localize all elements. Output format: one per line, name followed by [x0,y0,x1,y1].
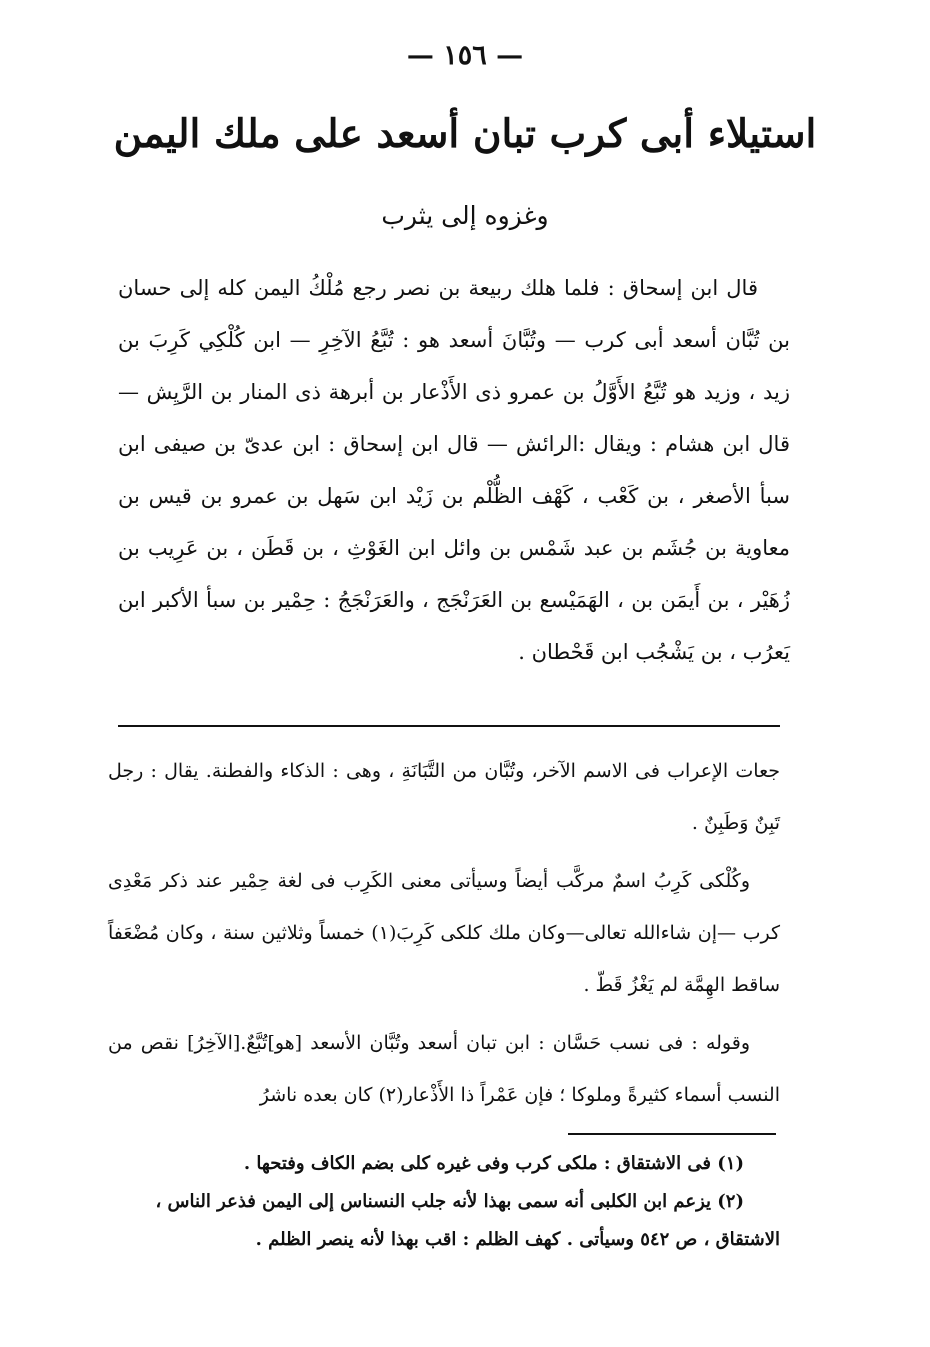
footnote-text: (١) فى الاشتقاق : ملكى كرب وفى غيره كلى بضم الكاف وفتحها . [243,1153,744,1174]
footnote [108,1145,780,1183]
notes-separator-line [118,725,780,727]
footnote [108,1183,780,1259]
footnote-text: (٢) يزعم ابن الكلبى أنه سمى بهذا لأنه جلب النسناس إلى اليمن فذعر الناس ، الاشتقاق ، ص ٥٤٢ وسيأتى . كهف الظلم : اقب بهذا لأنه ينصر الظلم . [155,1191,780,1250]
footnotes [108,1145,780,1259]
commentary-note: جعات الإعراب فى الاسم الآخر، وتُبَّان من التَّبَانَةِ ، وهى : الذكاء والفطنة. يقال : رجل تَبِنٌ وَطَبِنٌ . [108,760,780,834]
chapter-subtitle: وغزوه إلى يثرب [381,201,549,230]
commentary-note [108,855,780,1011]
page-number: — ١٥٦ — [406,40,524,71]
commentary-notes [108,745,780,1121]
commentary-note-text: وكُلْكى كَرِبُ اسمٌ مركَّب أيضاً وسيأتى معنى الكَرِب فى لغة حِمْير عند ذكر مَعْدِى كرب —إن شاءالله تعالى—وكان ملك كلكى كَرِبَ(١) خمساً وثلاثين سنة ، وكان مُضْعَفاً ساقط الهِمَّة لم يَغْزُ قَطّ . [108,870,780,996]
main-text-body: قال ابن إسحاق : فلما هلك ربيعة بن نصر رجع مُلْكُ اليمن كله إلى حسان بن تُبَّان أسعد أبى كرب — وتُبَّانَ أسعد هو : تُبَّعُ الآخِرِ — ابن كُلْكِي كَرِبَ بن زيد ، وزيد هو تُبَّعُ الأَوَّلُ بن عمرو ذى الأَذْعار بن أبرهة ذى المنار بن الرَّيِش — قال ابن هشام : ويقال :الرائش — قال ابن إسحاق : ابن عدىّ بن صيفى ابن سبأ الأصغر ، بن كَعْب ، كَهْف الظُّلْم بن زَيْد ابن سَهل بن عمرو بن قيس بن معاوية بن جُشَم بن عبد شَمْس بن وائل ابن الغَوْثِ ، بن قَطَن ، بن عَرِيب بن زُهَيْر ، بن أَيمَن بن ، الهَمَيْسع بن العَرَنْجَج ، والعَرَنْجَجُ : حِمْير بن سبأ الأكبر ابن يَعرُب ، بن يَشْجُب ابن قَحْطان . [118,276,790,664]
chapter-title: استيلاء أبى كرب تبان أسعد على ملك اليمن [113,111,817,157]
commentary-note [108,1017,780,1121]
main-text-paragraph [118,262,790,678]
footnote-separator-line [568,1133,776,1135]
commentary-note-text: وقوله : فى نسب حَسَّان : ابن تبان أسعد وتُبَّان الأسعد [هو]تُبَّعٌ.[الآخِرُ] نقص من النسب أسماء كثيرةً وملوكا ؛ فإن عَمْراً ذا الأَذْعار(٢) كان بعده ناشرُ [108,1032,780,1106]
